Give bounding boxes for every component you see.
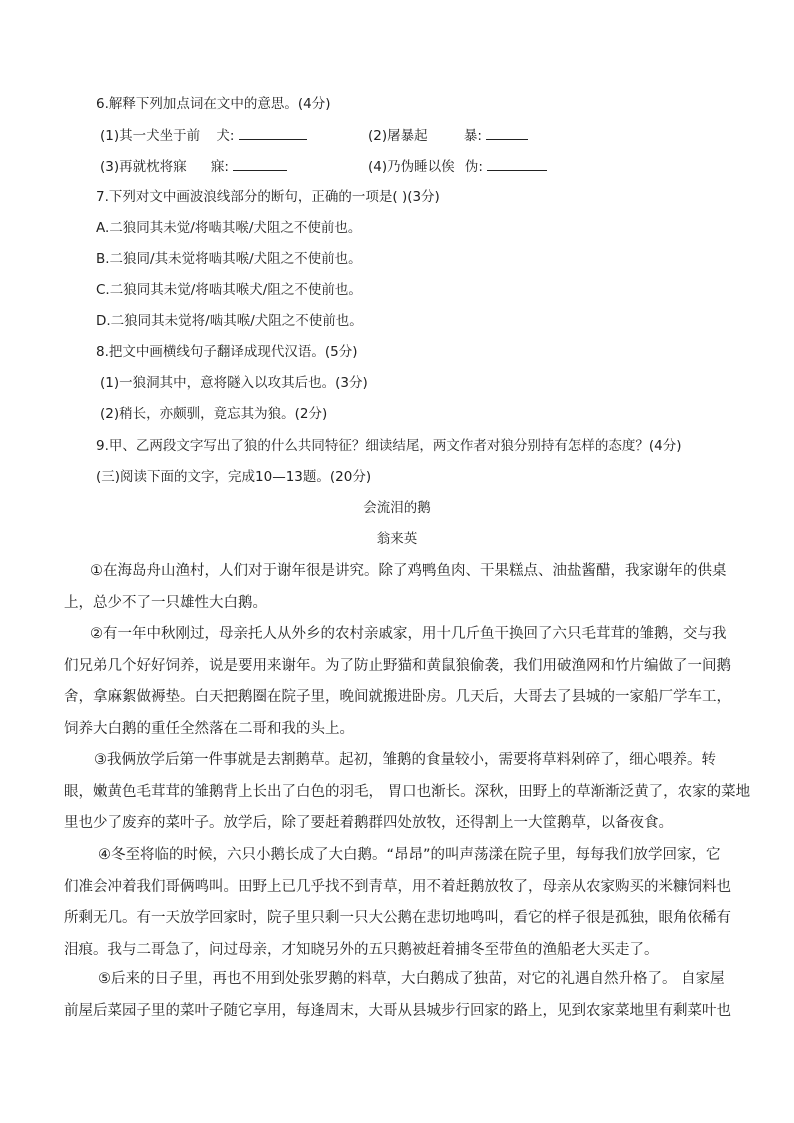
paragraph-line: ①在海岛舟山渔村，人们对于谢年很是讲究。除了鸡鸭鱼肉、干果糕点、油盐酱醋，我家谢年的供桌 (90, 563, 727, 579)
question-6-title: 6.解释下列加点词在文中的意思。(4分) (96, 96, 331, 112)
article-paragraph-4 (64, 840, 730, 966)
item-word: 犬: (216, 128, 235, 144)
article-author: 翁来英 (376, 531, 418, 547)
section-3-title: (三)阅读下面的文字，完成10—13题。(20分) (96, 469, 372, 485)
answer-blank[interactable] (239, 125, 307, 140)
item-label: (1)其一犬坐于前 (100, 128, 201, 144)
item-word: 寐: (210, 159, 229, 175)
paragraph-line: ②有一年中秋刚过，母亲托人从外乡的农村亲戚家，用十几斤鱼干换回了六只毛茸茸的雏鹅，交与我 (90, 626, 727, 642)
paragraph-line: 眼，嫩黄色毛茸茸的雏鹅背上长出了白色的羽毛， 胃口也渐长。深秋，田野上的草渐渐泛黄了，农家的菜地 (64, 783, 751, 800)
question-7-option-d: D.二狼同其未觉将/啮其喉/犬阻之不使前也。 (96, 313, 363, 329)
paragraph-line: ③我俩放学后第一件事就是去割鹅草。起初，雏鹅的食量较小，需要将草料剁碎了，细心喂养。转 (94, 752, 716, 768)
question-8-item-2: (2)稍长，亦颇驯，竟忘其为狼。(2分) (100, 406, 328, 422)
article-paragraph-3 (64, 745, 751, 840)
answer-blank[interactable] (486, 125, 528, 140)
answer-blank[interactable] (487, 156, 547, 171)
item-label: (3)再就枕将寐 (100, 159, 187, 175)
question-6-item-1 (100, 125, 307, 146)
article-paragraph-2 (64, 619, 730, 745)
paragraph-line: 上，总少不了一只雄性大白鹅。 (64, 594, 267, 611)
article-title: 会流泪的鹅 (363, 500, 431, 516)
article-paragraph-1 (64, 556, 730, 619)
paragraph-line: ④冬至将临的时候，六只小鹅长成了大白鹅。“昂昂”的叫声荡漾在院子里，每每我们放学回家，它 (98, 847, 721, 863)
item-label: (2)屠暴起 (368, 128, 428, 144)
article-paragraph-5 (64, 964, 730, 1027)
paragraph-line: 们准会冲着我们哥俩鸣叫。田野上已几乎找不到青草，用不着赶鹅放牧了，母亲从农家购买的米糠饲料也 (64, 878, 731, 895)
paragraph-line: 所剩无几。有一天放学回家时，院子里只剩一只大公鹅在悲切地鸣叫，看它的样子很是孤独，眼角依稀有 (64, 910, 731, 926)
paragraph-line: 里也少了废弃的菜叶子。放学后，除了要赶着鹅群四处放牧，还得割上一大筐鹅草，以备夜食。 (64, 815, 673, 831)
paragraph-line: 饲养大白鹅的重任全然落在二哥和我的头上。 (64, 720, 354, 737)
item-word: 暴: (463, 128, 482, 144)
paragraph-line: 们兄弟几个好好饲养，说是要用来谢年。为了防止野猫和黄鼠狼偷袭，我们用破渔网和竹片编做了一间鹅 (64, 657, 731, 674)
question-7-option-a: A.二狼同其未觉/将啮其喉/犬阻之不使前也。 (96, 220, 362, 236)
question-8-title: 8.把文中画横线句子翻译成现代汉语。(5分) (96, 344, 358, 360)
question-7-option-c: C.二狼同其未觉/将啮其喉犬/阻之不使前也。 (96, 282, 362, 298)
question-7-option-b: B.二狼同/其未觉将啮其喉/犬阻之不使前也。 (96, 251, 362, 267)
item-word: 伪: (464, 159, 483, 175)
paragraph-line: 泪痕。我与二哥急了，问过母亲，才知晓另外的五只鹅被赶着捕冬至带鱼的渔船老大买走了。 (64, 941, 659, 958)
question-6-item-4 (368, 156, 547, 177)
paragraph-line: ⑤后来的日子里，再也不用到处张罗鹅的料草，大白鹅成了独苗，对它的礼遇自然升格了。 自家屋 (98, 971, 725, 987)
question-8-item-1: (1)一狼洞其中，意将隧入以攻其后也。(3分) (100, 375, 368, 391)
item-label: (4)乃伪睡以俟 (368, 159, 455, 175)
paragraph-line: 舍，拿麻絮做褥垫。白天把鹅圈在院子里，晚间就搬进卧房。几天后，大哥去了县城的一家船厂学车工， (64, 689, 731, 705)
paragraph-line: 前屋后菜园子里的菜叶子随它享用，每逢周末，大哥从县城步行回家的路上，见到农家菜地里有剩菜叶也 (64, 1002, 731, 1019)
question-9-title: 9.甲、乙两段文字写出了狼的什么共同特征？细读结尾，两文作者对狼分别持有怎样的态度？(4分) (96, 438, 682, 454)
question-7-title: 7.下列对文中画波浪线部分的断句，正确的一项是( )(3分) (96, 189, 440, 205)
answer-blank[interactable] (233, 156, 287, 171)
question-6-item-3 (100, 156, 287, 177)
question-6-item-2 (368, 125, 528, 146)
